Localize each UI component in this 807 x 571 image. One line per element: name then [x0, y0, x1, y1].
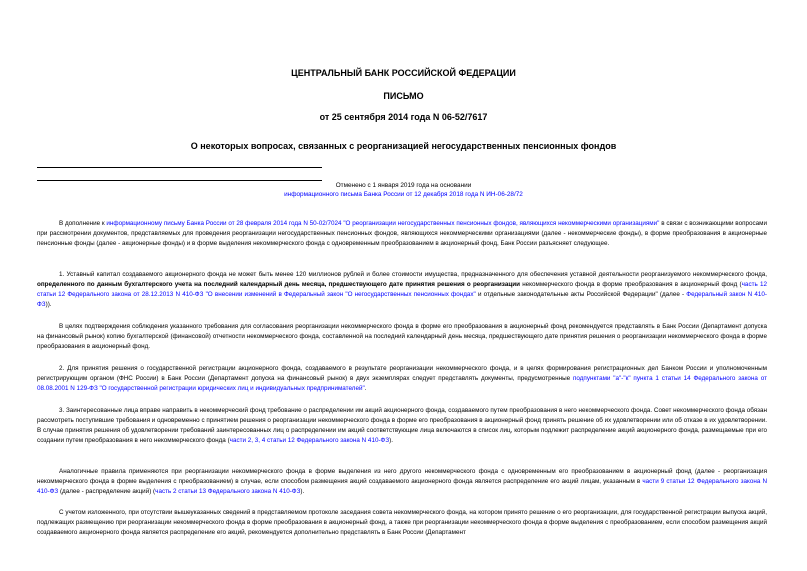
paragraph-text: ).: [300, 487, 305, 495]
paragraph-2: [37, 364, 767, 394]
paragraph-text: .: [364, 384, 367, 392]
paragraph-text: В целях подтверждения соблюдения указанного требования для согласования реорганизации некоммерческого фонда в форме его преобразования в акционерный фонд рекомендуется представлять в Банк России (Департамент допуска на финансовый рынок) копию бухгалтерской (финансовой) отчетности некоммерческого фонда, составленной на последний календарный день месяца, предшествующего дате принятия решения о реорганизации некоммерческого фонда в форме преобразования в акционерный фонд.: [37, 323, 767, 350]
law-link[interactable]: Федеральный закон N 410-ФЗ: [37, 290, 767, 308]
law-link[interactable]: часть 12 статьи 12 Федерального закона от 28.12.2013 N 410-ФЗ "О внесении изменений в Федеральный закон "О негосударственных пенсионных фондах": [37, 280, 767, 298]
separator-rule: [37, 167, 322, 168]
paragraph-text: некоммерческого фонда в форме преобразования в акционерный фонд (: [519, 280, 742, 288]
document-date-number: от 25 сентября 2014 года N 06-52/7617: [319, 112, 488, 122]
paragraph-1: [37, 270, 767, 310]
law-link[interactable]: части 9 статьи 12 Федерального закона N 410-ФЗ: [37, 477, 767, 495]
paragraph-text: 1. Уставный капитал создаваемого акционерного фонда не может быть менее 120 миллионов рублей и более стоимости имущества, предназначенного для обеспечения уставной деятельности реорганизуемого некоммерческого фонда,: [59, 271, 767, 278]
paragraph-3-analogous: [37, 467, 767, 497]
law-link[interactable]: подпунктами "а"-"к" пункта 1 статьи 14 Федерального закона от 08.08.2001 N 129-ФЗ "О государственной регистрации юридических лиц и индивидуальных предпринимателей": [37, 374, 767, 392]
law-link[interactable]: части 2, 3, 4 статьи 12 Федерального закона N 410-ФЗ: [229, 436, 390, 444]
paragraph-text: В дополнение к: [59, 220, 107, 227]
paragraph-text: и отдельные законодательные акты Российской Федерации" (далее -: [475, 290, 687, 298]
cancellation-link[interactable]: информационного письма Банка России от 12 декабря 2018 года N ИН-06-28/72: [284, 191, 523, 198]
paragraph-text: 2. Для принятия решения о государственной регистрации акционерного фонда, создаваемого в результате реорганизации некоммерческого фонда, и в целях формирования регистрационных дел Банком России и уполномоченным регистрирующим органом (ФНС России) в Банк России (Департамент допуска на финансовый рынок) в двух экземплярах следует представлять документы, предусмотренные: [37, 365, 767, 382]
info-letter-link[interactable]: информационному письму Банка России от 28 февраля 2014 года N 50-02/7024 "О реорганизации негосударственных пенсионных фондов, являющихся некоммерческими организациями": [106, 220, 660, 227]
paragraph-intro: [37, 219, 767, 249]
law-link[interactable]: часть 2 статьи 13 Федерального закона N 410-ФЗ: [155, 487, 301, 495]
paragraph-text: ).: [389, 436, 393, 444]
paragraph-1-continued: [37, 322, 767, 352]
cancellation-note: Отменено с 1 января 2019 года на основании: [335, 182, 472, 189]
paragraph-text: 3. Заинтересованные лица вправе направить в некоммерческий фонд требование о распределении им акций акционерного фонда, создаваемого путем преобразования в него некоммерческого фонда. Совет некоммерческого фонда обязан рассмотреть поступившие требования и одновременно с принятием решения о реорганизации некоммерческого фонда в форме его преобразования в акционерный фонд принять решение об их удовлетворении или об отказе в их удовлетворении. В случае принятия решения об удовлетворении требований заинтересованных лиц о распределении им акций соответствующие лица включаются в список лиц, которым подлежит распределение акций акционерного фонда, размещаемые при его создании путем преобразования в него некоммерческого фонда (: [37, 407, 767, 444]
issuer-heading: ЦЕНТРАЛЬНЫЙ БАНК РОССИЙСКОЙ ФЕДЕРАЦИИ: [291, 68, 516, 78]
paragraph-text: в связи с возникающими вопросами при рассмотрении документов, представляемых для проведения реорганизации негосударственных пенсионных фондов, являющихся некоммерческими организациями (далее - некоммерческие фонды), в форме преобразования в акционерные пенсионные фонды (далее - акционерные фонды) и в форме выделения некоммерческого фонда с одновременным преобразованием в акционерный фонд, Банк России разъясняет следующее.: [37, 220, 767, 247]
paragraph-text: )).: [45, 300, 52, 308]
paragraph-text: Аналогичные правила применяются при реорганизации некоммерческого фонда в форме выделения из него другого некоммерческого фонда с одновременным его преобразованием в акционерный фонд (далее - реорганизация некоммерческого фонда в форме выделения с преобразованием) в случае, если способом размещения акций создаваемого акционерного фонда является распределение его акций лицам, указанным в: [37, 468, 767, 485]
paragraph-text: С учетом изложенного, при отсутствии вышеуказанных сведений в представляемом протоколе заседания совета некоммерческого фонда, на котором принято решение о его реорганизации, для государственной регистрации выпуска акций, подлежащих размещению при реорганизации некоммерческого фонда в форме преобразования в акционерный фонд, а также при реорганизации некоммерческого фонда в форме выделения с преобразованием, если способом размещения акций создаваемого акционерного фонда является распределение его акций, рекомендуется дополнительно представлять в Банк России (Департамент: [37, 509, 767, 536]
paragraph-bold-text: определенного по данным бухгалтерского учета на последний календарный день месяца, предшествующего дате принятия решения о реорганизации: [37, 280, 520, 288]
paragraph-3: [37, 406, 767, 446]
paragraph-3-conclusion: [37, 508, 767, 538]
document-subject: О некоторых вопросах, связанных с реорганизацией негосударственных пенсионных фондов: [190, 141, 617, 151]
document-type-heading: ПИСЬМО: [383, 91, 424, 101]
paragraph-text: (далее - распределение акций) (: [58, 487, 156, 495]
